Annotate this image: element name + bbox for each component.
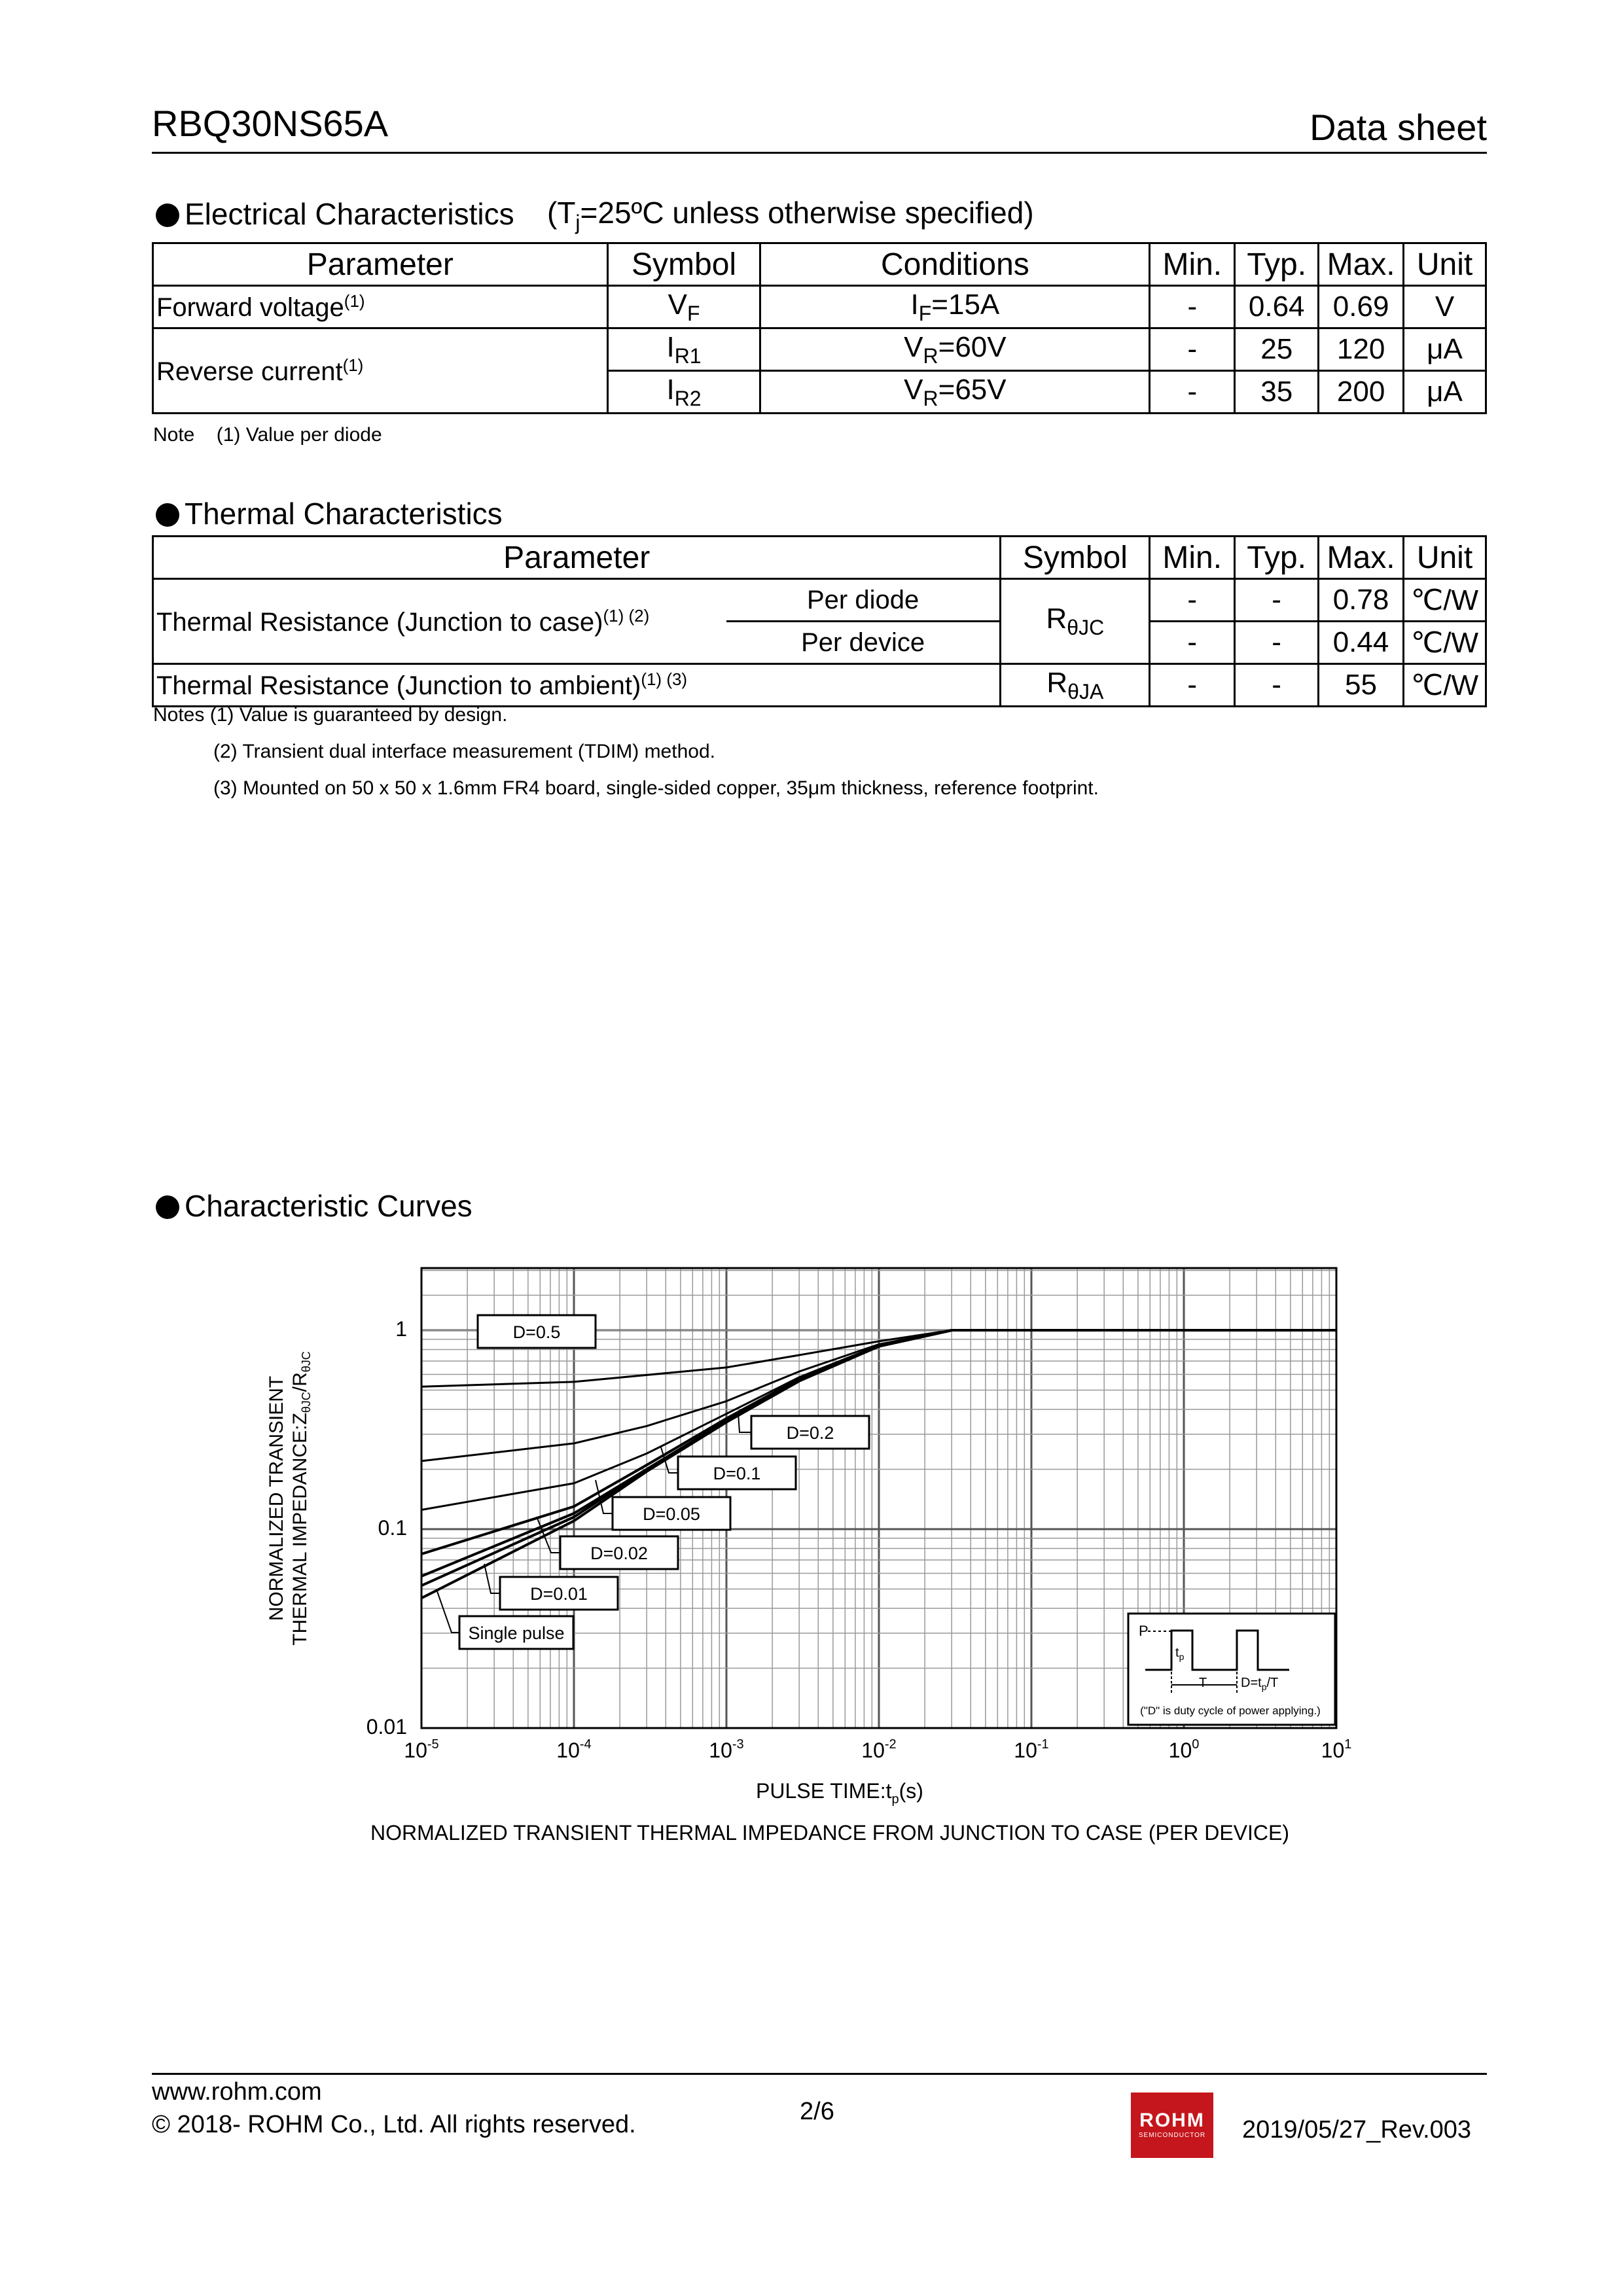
thermal-note-1: Notes (1) Value is guaranteed by design. (153, 704, 508, 726)
symbol-cell: $I_{R2}$ (607, 371, 760, 414)
param-cell: Reverse current$^{(1)}$ (153, 328, 608, 414)
min-cell: - (1150, 371, 1235, 414)
label-d02 (751, 1416, 869, 1449)
min-cell: - (1150, 664, 1235, 707)
footer-rule (152, 2073, 1487, 2075)
y-axis-label (266, 1351, 313, 1646)
typ-cell: 0.64 (1235, 286, 1319, 328)
col-symbol: Symbol (607, 243, 760, 286)
y-tick-label: 1 (395, 1317, 407, 1341)
param-cell: Thermal Resistance (Junction to case)$^{(1) (2)}$ (153, 579, 726, 664)
x-tick-label: $10^{-4}$ (556, 1737, 592, 1762)
document-type: Data sheet (1310, 107, 1487, 148)
y-tick-label: 0.01 (366, 1715, 407, 1739)
typ-cell: 35 (1235, 371, 1319, 414)
unit-cell: ℃/W (1404, 622, 1486, 664)
svg-text:D=0.5: D=0.5 (512, 1322, 561, 1342)
label-d001 (500, 1577, 618, 1610)
svg-text:tp: $t_p$ (1175, 1646, 1185, 1662)
thermal-heading: Thermal Characteristics (156, 496, 503, 531)
col-parameter: Parameter (153, 537, 1001, 579)
col-min: Min. (1150, 537, 1235, 579)
curves-heading: Characteristic Curves (156, 1188, 473, 1224)
typ-cell: - (1235, 664, 1319, 707)
svg-text:D=0.02: D=0.02 (590, 1544, 648, 1563)
x-tick-label: $10^0$ (1168, 1737, 1200, 1762)
col-typ: Typ. (1235, 537, 1319, 579)
condition-cell: $V_R=65V$ (760, 371, 1150, 414)
max-cell: 0.78 (1319, 579, 1404, 622)
min-cell: - (1150, 579, 1235, 622)
footer-url[interactable]: www.rohm.com (152, 2078, 322, 2106)
electrical-note: Note (1) Value per diode (153, 424, 382, 446)
condition-cell: $I_F=15A$ (760, 286, 1150, 328)
max-cell: 0.44 (1319, 622, 1404, 664)
label-d002 (560, 1536, 678, 1569)
thermal-note-3: (3) Mounted on 50 x 50 x 1.6mm FR4 board, single-sided copper, 35μm thickness, reference footprint. (213, 777, 1099, 799)
col-symbol: Symbol (1001, 537, 1150, 579)
max-cell: 200 (1319, 371, 1404, 414)
unit-cell: μA (1404, 328, 1486, 371)
svg-text:("D" is duty cycle of power ap: ("D" is duty cycle of power applying.) (1140, 1704, 1321, 1717)
svg-text:NORMALIZED TRANSIENT: NORMALIZED TRANSIENT (266, 1375, 287, 1621)
param-cell: Thermal Resistance (Junction to ambient)$^{(1) (3)}$ (153, 664, 1001, 707)
svg-text:D=tp/T: $D=t_p/T$ (1241, 1676, 1279, 1692)
min-cell: - (1150, 328, 1235, 371)
symbol-cell: $R_{\theta JA}$ (1001, 664, 1150, 707)
unit-cell: ℃/W (1404, 579, 1486, 622)
typ-cell: 25 (1235, 328, 1319, 371)
typ-cell: - (1235, 622, 1319, 664)
x-tick-labels (404, 1737, 1351, 1762)
label-d01 (678, 1457, 796, 1489)
symbol-cell: $V_F$ (607, 286, 760, 328)
col-min: Min. (1150, 243, 1235, 286)
svg-text:P: P (1139, 1623, 1149, 1639)
col-typ: Typ. (1235, 243, 1319, 286)
x-tick-label: $10^{-1}$ (1014, 1737, 1049, 1762)
x-tick-label: $10^{-5}$ (404, 1737, 439, 1762)
unit-cell: ℃/W (1404, 664, 1486, 707)
svg-text:T: T (1199, 1676, 1207, 1690)
chart-title: NORMALIZED TRANSIENT THERMAL IMPEDANCE FROM JUNCTION TO CASE (PER DEVICE) (370, 1821, 1290, 1845)
col-parameter: Parameter (153, 243, 608, 286)
col-max: Max. (1319, 243, 1404, 286)
x-tick-label: $10^{-2}$ (861, 1737, 897, 1762)
typ-cell: - (1235, 579, 1319, 622)
subparam-cell: Per diode (726, 579, 1001, 622)
condition-cell: $V_R=60V$ (760, 328, 1150, 371)
col-unit: Unit (1404, 537, 1486, 579)
col-unit: Unit (1404, 243, 1486, 286)
electrical-condition: ($T_j=25ºC$ unless otherwise specified) (547, 196, 1034, 234)
param-cell: Forward voltage$^{(1)}$ (153, 286, 608, 328)
svg-text:THERMAL IMPEDANCE:ZθJC/RθJC: THERMAL $IMPEDANCE:Z_{\theta JC}/R_{\theta JC}$ (289, 1351, 313, 1646)
x-axis-label: PULSE $TIME:t_p(s)$ (756, 1779, 923, 1807)
svg-text:Single pulse: Single pulse (468, 1623, 565, 1643)
duty-cycle-inset (1128, 1614, 1335, 1725)
label-single-pulse (459, 1616, 573, 1649)
max-cell: 0.69 (1319, 286, 1404, 328)
symbol-cell: $I_{R1}$ (607, 328, 760, 371)
symbol-cell: $R_{\theta JC}$ (1001, 579, 1150, 664)
y-tick-label: 0.1 (378, 1516, 407, 1540)
col-max: Max. (1319, 537, 1404, 579)
unit-cell: μA (1404, 371, 1486, 414)
unit-cell: V (1404, 286, 1486, 328)
subparam-cell: Per device (726, 622, 1001, 664)
footer-copyright: © 2018- ROHM Co., Ltd. All rights reserved. (152, 2111, 636, 2138)
page-number: 2/6 (800, 2098, 834, 2125)
x-tick-label: $10^1$ (1321, 1737, 1352, 1762)
label-d005 (613, 1497, 730, 1530)
thermal-note-2: (2) Transient dual interface measurement (TDIM) method. (213, 741, 715, 762)
col-conditions: Conditions (760, 243, 1150, 286)
svg-text:D=0.01: D=0.01 (530, 1584, 588, 1604)
x-tick-label: $10^{-3}$ (709, 1737, 744, 1762)
label-d05 (478, 1315, 596, 1348)
svg-text:D=0.05: D=0.05 (643, 1504, 700, 1524)
max-cell: 120 (1319, 328, 1404, 371)
svg-text:D=0.2: D=0.2 (786, 1423, 834, 1443)
rohm-logo: ROHM SEMICONDUCTOR (1131, 2093, 1213, 2158)
document-title: RBQ30NS65A (152, 103, 389, 144)
min-cell: - (1150, 286, 1235, 328)
max-cell: 55 (1319, 664, 1404, 707)
electrical-heading: Electrical Characteristics (156, 196, 514, 232)
min-cell: - (1150, 622, 1235, 664)
svg-text:D=0.1: D=0.1 (713, 1464, 761, 1483)
revision-date: 2019/05/27_Rev.003 (1242, 2116, 1472, 2144)
